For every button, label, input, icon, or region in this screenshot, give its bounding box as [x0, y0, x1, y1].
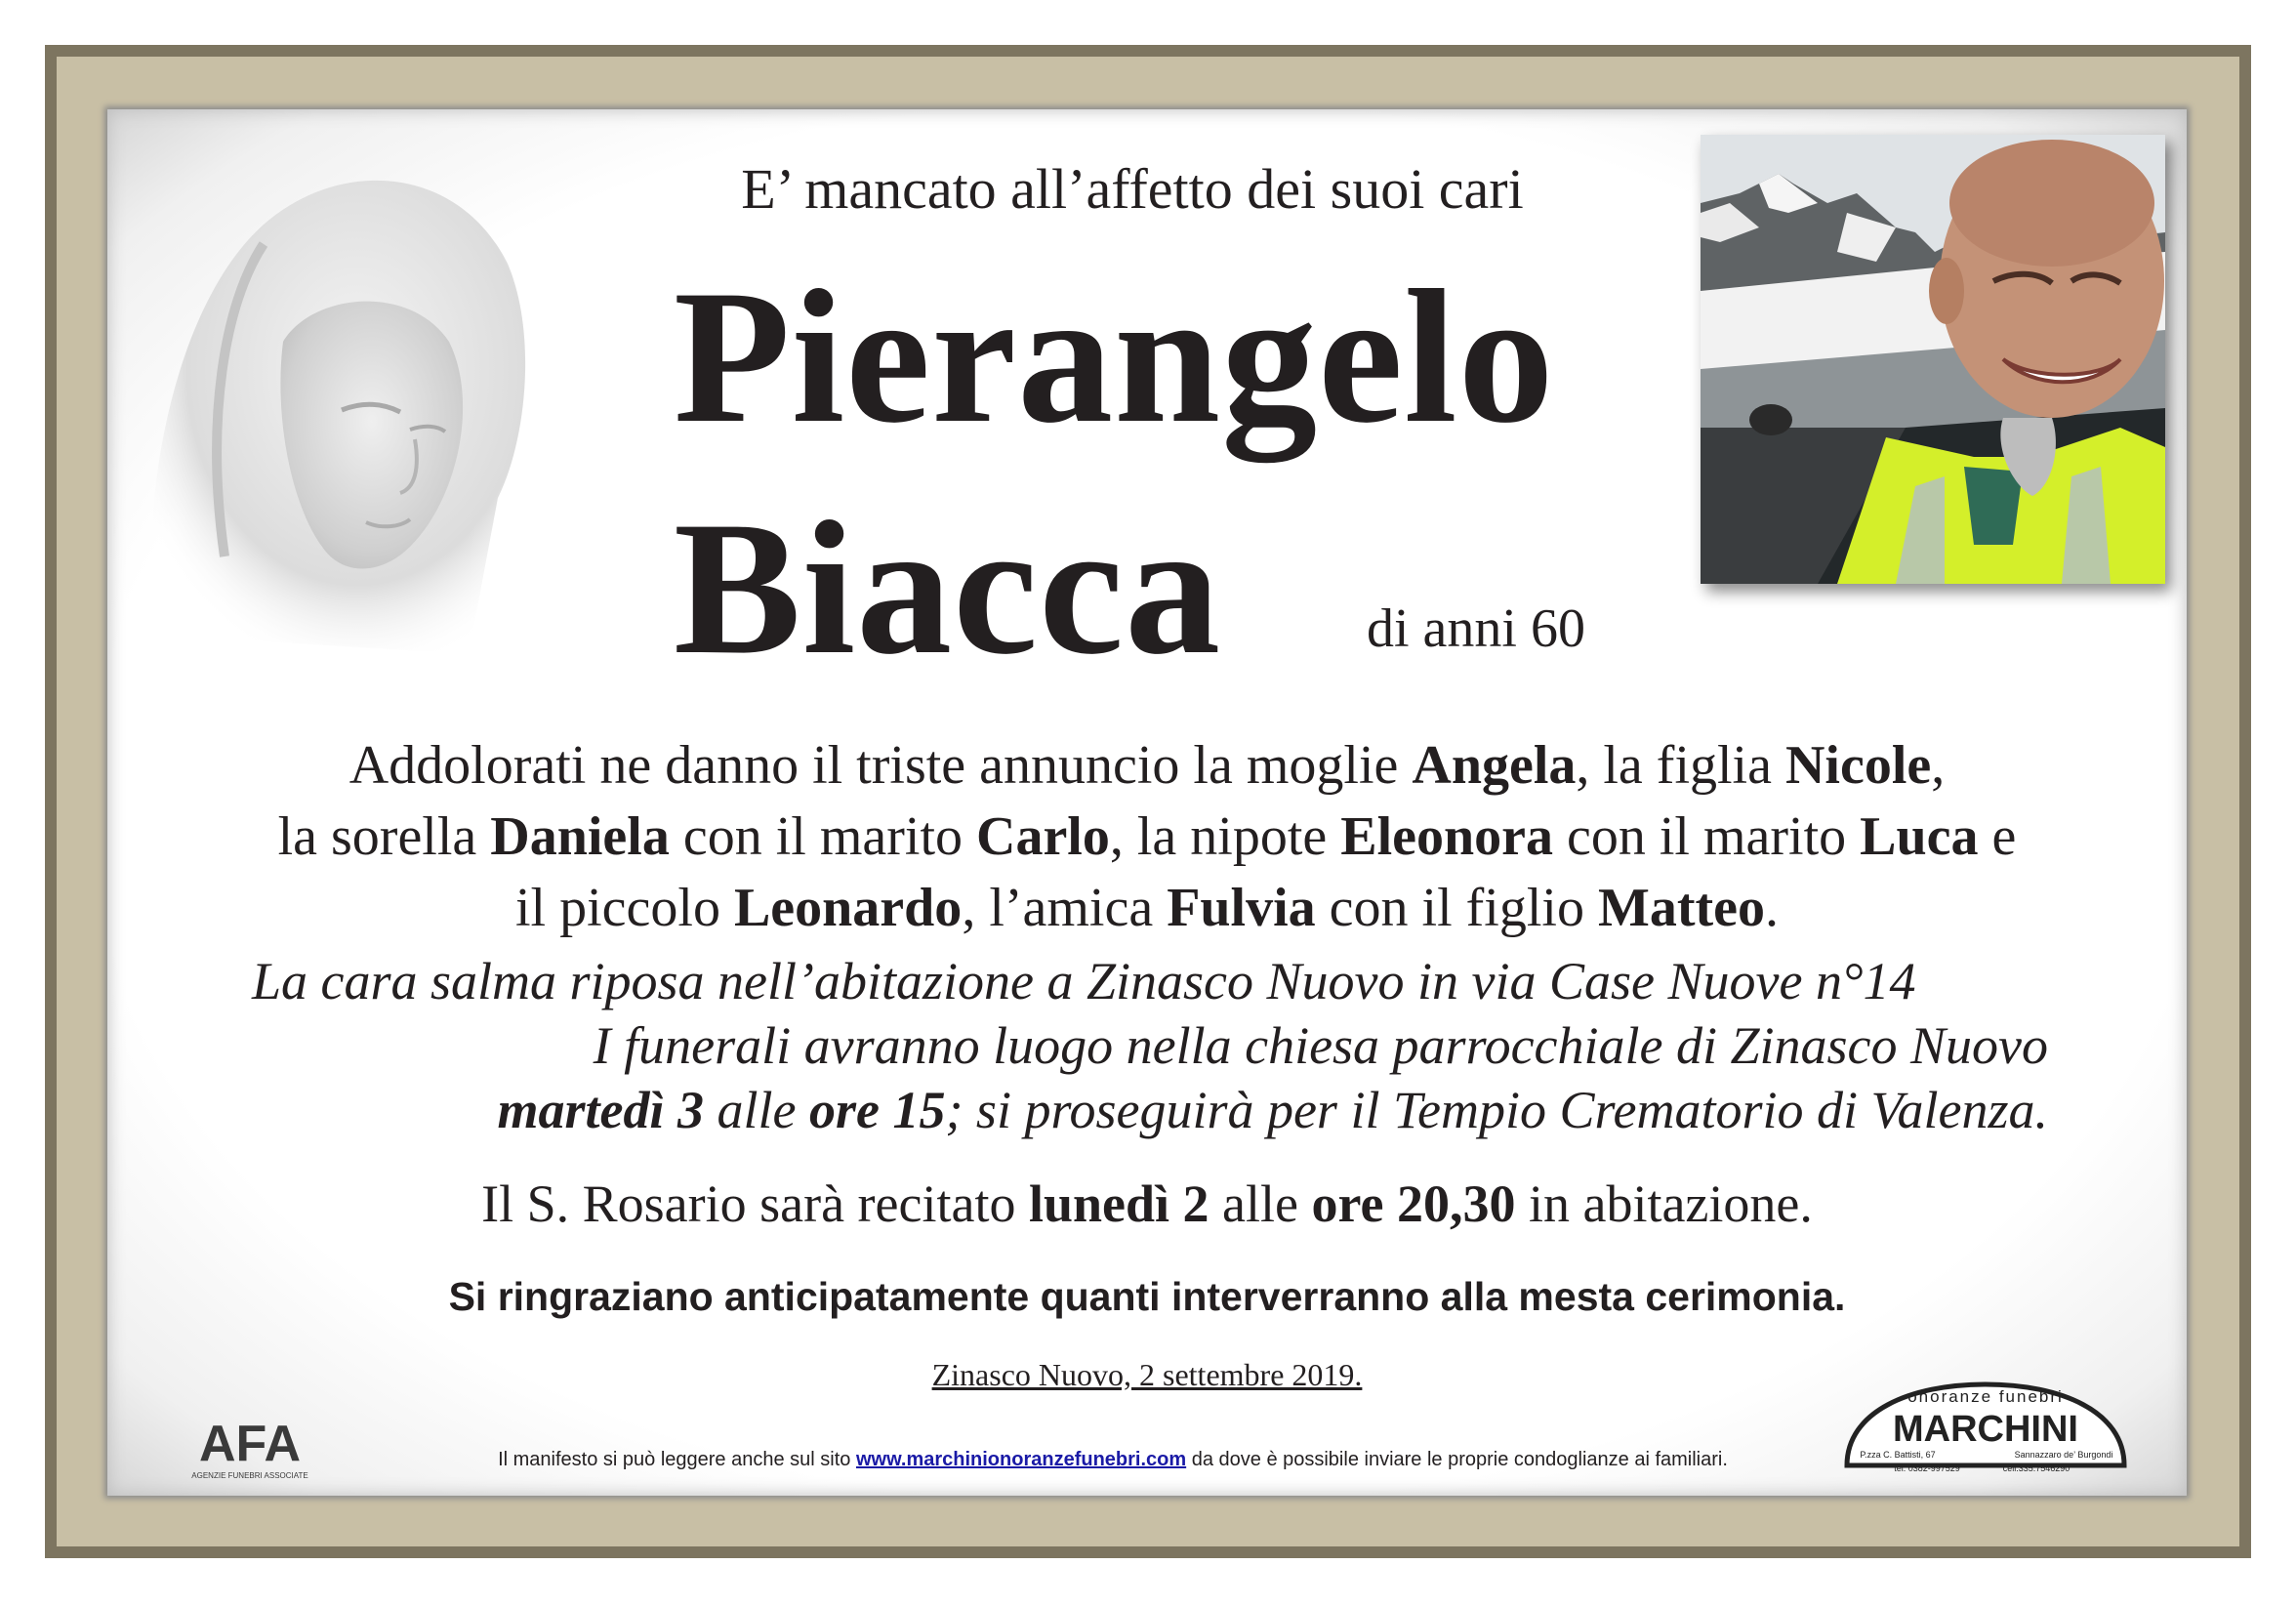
relative-name: Matteo	[1597, 878, 1765, 938]
text-segment: , la figlia	[1576, 735, 1785, 796]
text-segment: la sorella	[277, 806, 491, 867]
rosary-line	[98, 1174, 2196, 1234]
announcement-line-1	[146, 730, 2148, 802]
relative-name: Nicole	[1784, 735, 1932, 796]
text-segment: , l’amica	[962, 878, 1168, 938]
text-segment: ; si proseguirà per il Tempio Crematorio di Valenza.	[945, 1081, 2048, 1139]
marchini-phone: tel. 0382-997529	[1894, 1463, 1960, 1473]
relative-name: Luca	[1860, 806, 1979, 867]
rosary-hour: ore 20,30	[1311, 1174, 1516, 1233]
afa-subtitle: AGENZIE FUNEBRI ASSOCIATE	[191, 1471, 308, 1480]
marchini-logo	[1841, 1373, 2130, 1480]
text-segment: in abitazione.	[1515, 1174, 1813, 1233]
place-date-text: Zinasco Nuovo, 2 settembre 2019.	[931, 1357, 1363, 1392]
relative-name: Leonardo	[733, 878, 963, 938]
marchini-arc-text: onoranze funebri	[1907, 1387, 2064, 1406]
relative-name: Daniela	[490, 806, 670, 867]
funeral-time-line	[98, 1078, 2048, 1142]
text-segment: il piccolo	[515, 878, 734, 938]
relative-name: Carlo	[976, 806, 1110, 867]
text-segment: con il marito	[1553, 806, 1861, 867]
text-segment: alle	[1209, 1174, 1312, 1233]
afa-logo	[172, 1414, 328, 1482]
rosary-day: lunedì 2	[1028, 1174, 1210, 1233]
age-label: di anni 60	[1367, 598, 1585, 659]
madonna-image	[117, 146, 547, 664]
text-segment: Il manifesto si può leggere anche sul sito	[498, 1449, 856, 1470]
text-segment: Il S. Rosario sarà recitato	[481, 1174, 1029, 1233]
deceased-first-name: Pierangelo	[674, 251, 1555, 463]
text-segment: e	[1978, 806, 2017, 867]
funeral-hour: ore 15	[808, 1081, 946, 1139]
wake-location-line: La cara salma riposa nell’abitazione a Zinasco Nuovo in via Case Nuove n°14	[252, 952, 1916, 1010]
text-segment: Addolorati ne danno il triste annuncio la moglie	[348, 735, 1413, 796]
footer-note	[234, 1449, 1991, 1471]
marchini-address-left: P.zza C. Battisti, 67	[1860, 1450, 1936, 1460]
announcement-line-3	[146, 873, 2148, 944]
text-segment: con il figlio	[1315, 878, 1598, 938]
marchini-address-right: Sannazzaro de’ Burgondi	[2014, 1450, 2113, 1460]
text-segment: ,	[1931, 735, 1946, 796]
text-segment: con il marito	[669, 806, 976, 867]
website-link[interactable]: www.marchinionoranzefunebri.com	[855, 1449, 1187, 1470]
marchini-cell: cell.335.7546290	[2002, 1463, 2070, 1473]
thanks-line: Si ringraziano anticipatamente quanti interverranno alla mesta cerimonia.	[448, 1274, 1846, 1319]
portrait-illustration	[1701, 135, 2165, 584]
text-segment: alle	[703, 1081, 809, 1139]
relative-name: Angela	[1412, 735, 1577, 796]
text-segment: da dove è possibile inviare le proprie condoglianze ai familiari.	[1186, 1449, 1728, 1470]
text-segment: , la nipote	[1109, 806, 1341, 867]
relative-name: Fulvia	[1167, 878, 1316, 938]
intro-line: E’ mancato all’affetto dei suoi cari	[741, 157, 1524, 221]
announcement-paragraph	[146, 730, 2148, 944]
text-segment: .	[1764, 878, 1779, 938]
deceased-last-name: Biacca	[674, 482, 1222, 694]
afa-mark: AFA	[199, 1416, 301, 1472]
marchini-name: MARCHINI	[1893, 1409, 2078, 1450]
portrait-photo	[1701, 135, 2165, 584]
relative-name: Eleonora	[1340, 806, 1554, 867]
funeral-day: martedì 3	[497, 1081, 704, 1139]
funeral-church-line: I funerali avranno luogo nella chiesa parrocchiale di Zinasco Nuovo	[593, 1016, 2048, 1075]
announcement-line-2	[146, 802, 2148, 873]
